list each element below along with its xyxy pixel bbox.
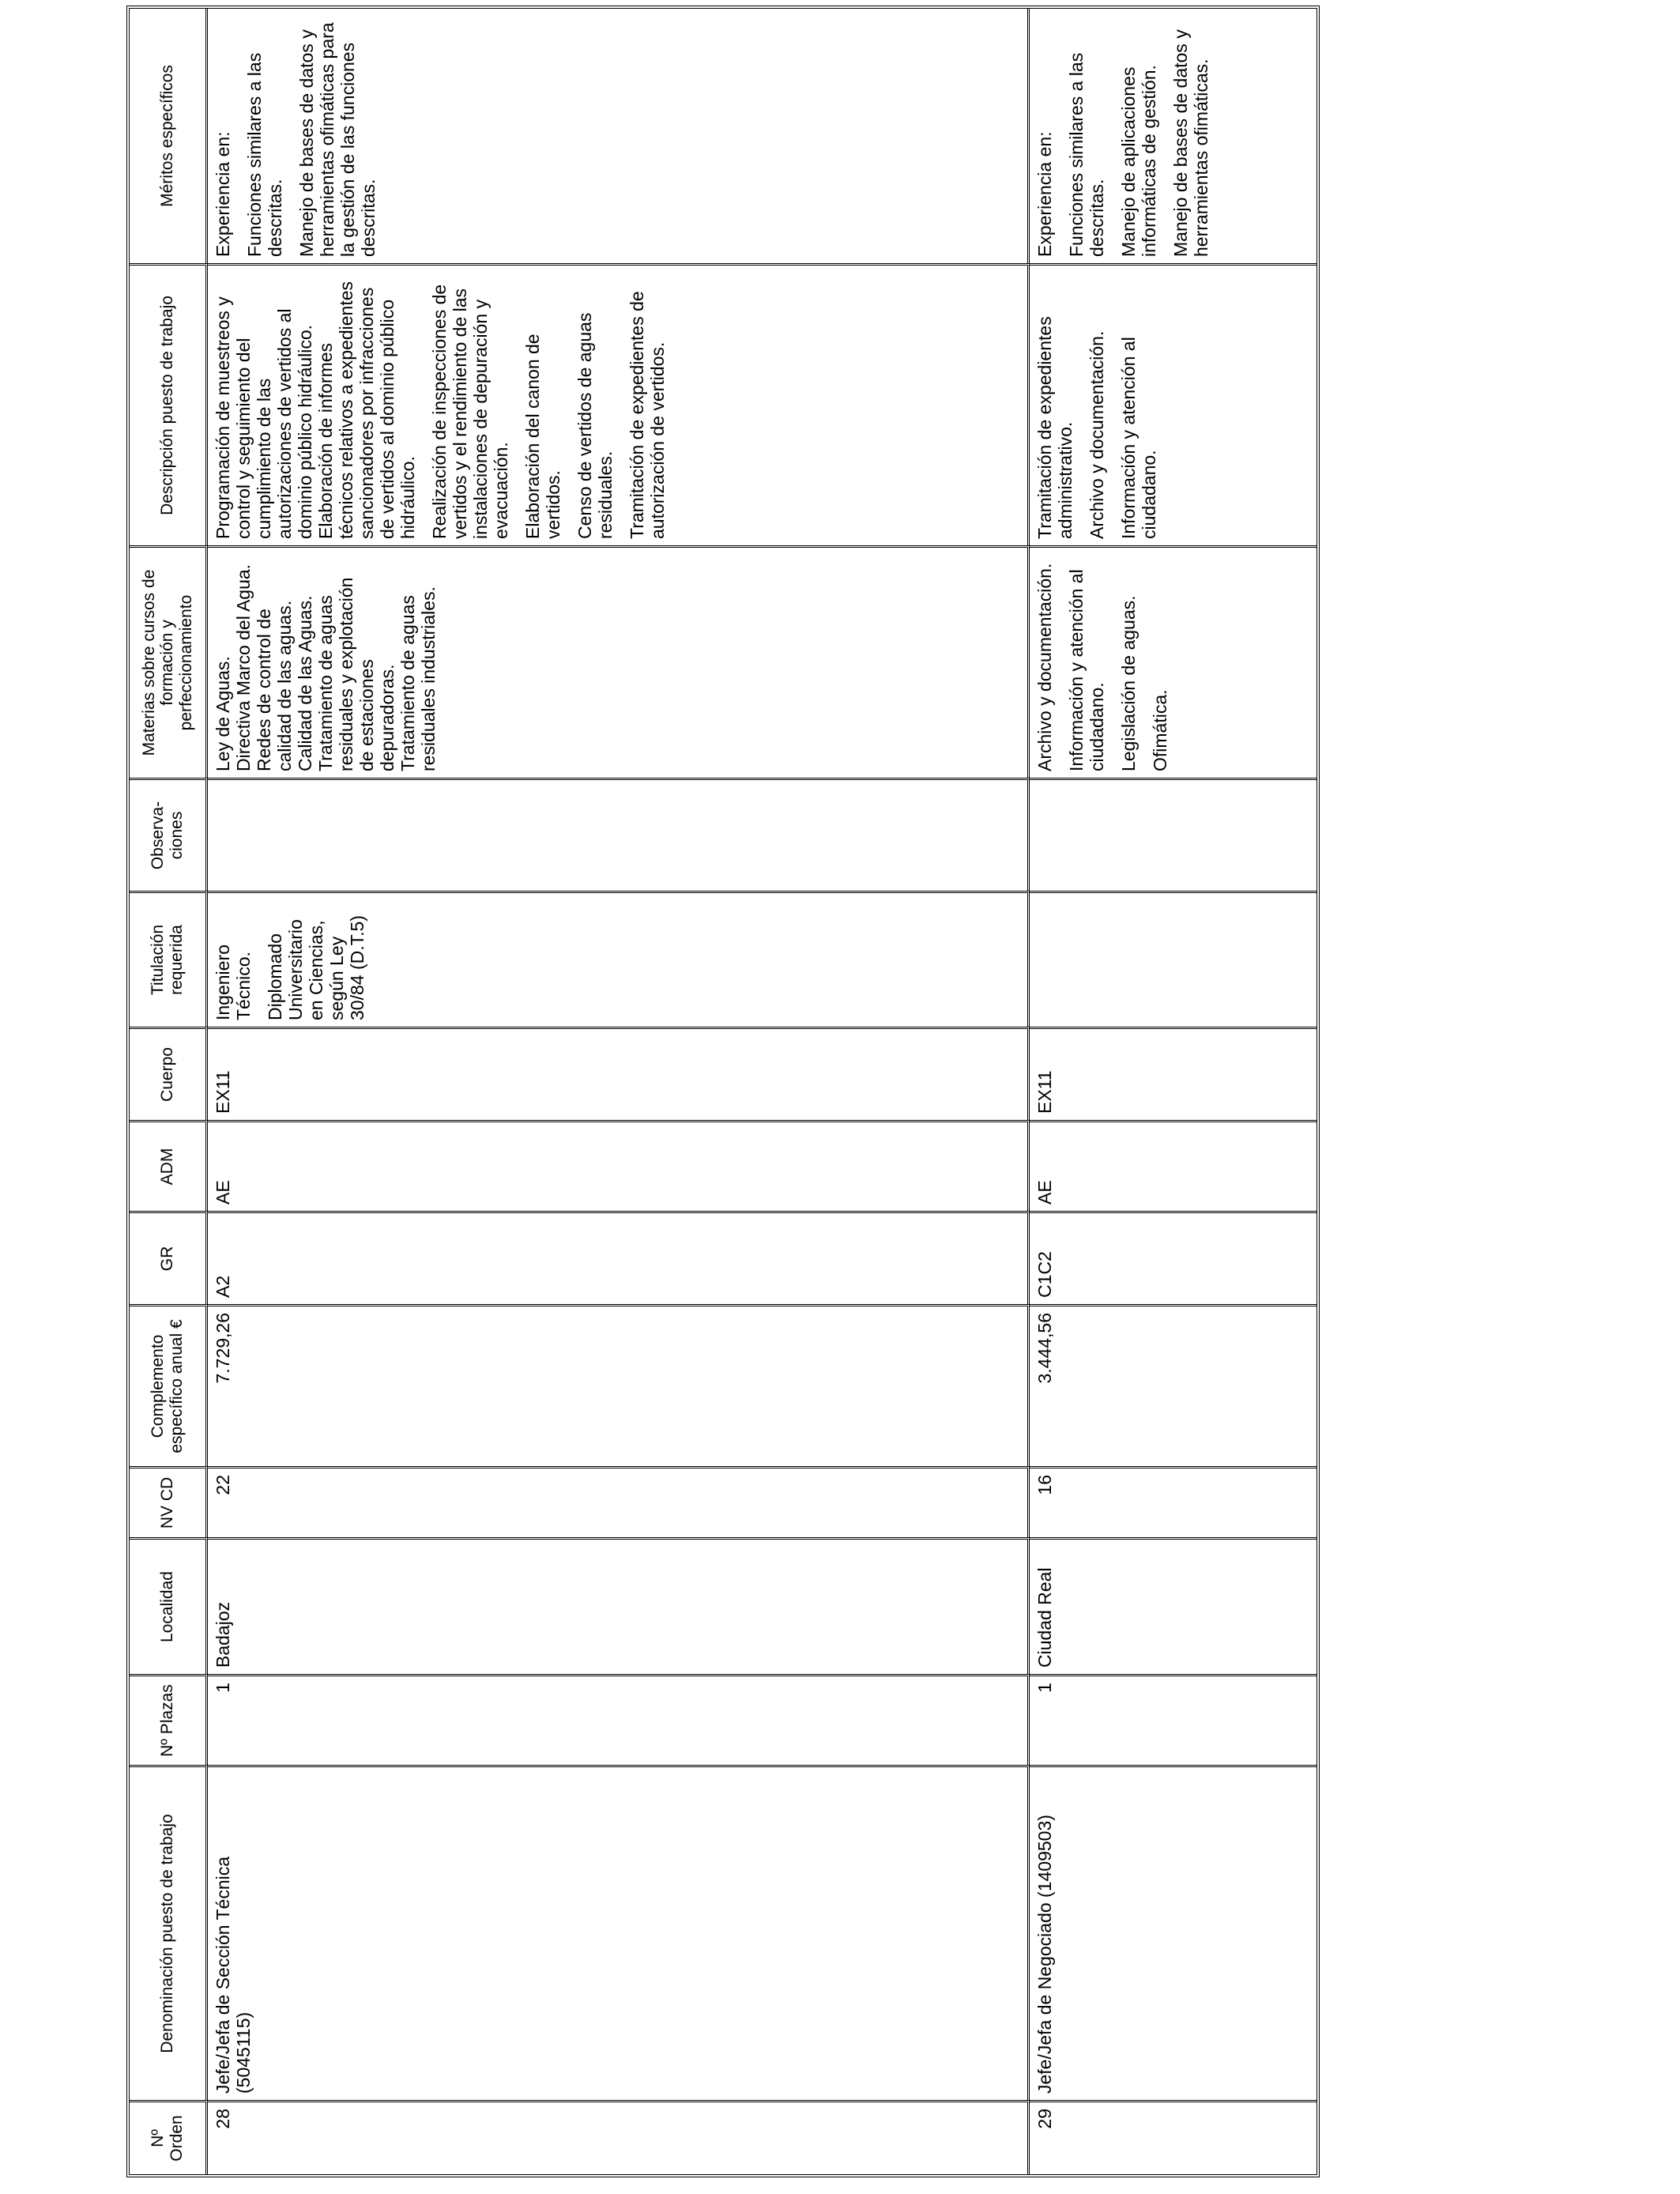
merito-item: Experiencia en: (213, 131, 233, 257)
header-descripcion: Descripción puesto de trabajo (130, 263, 208, 545)
materia-item: Información y atención al ciudadano. (1065, 569, 1107, 771)
merito-item: Manejo de bases de datos y herramientas ofimáticas para la gestión de las funciones descritas. (296, 22, 379, 257)
merito-item: Funciones similares a las descritas. (243, 52, 285, 257)
header-nivel: NV CD (130, 1466, 208, 1537)
merito-item: Funciones similares a las descritas. (1065, 52, 1107, 257)
cuerpo-cell: EX11 (1030, 1027, 1317, 1120)
materias-cell (1030, 545, 1317, 778)
grupo-cell: A2 (208, 1211, 1030, 1304)
header-localidad: Localidad (130, 1537, 208, 1674)
observaciones-cell (208, 778, 1030, 891)
merito-item: Manejo de aplicaciones informáticas de gestión. (1117, 65, 1159, 257)
header-row (130, 9, 208, 2174)
meritos-cell (1030, 9, 1317, 263)
localidad-cell: Badajoz (208, 1537, 1030, 1674)
descripcion-item: Tramitación de expedientes de autorización de vertidos. (626, 291, 668, 539)
denominacion-cell: Jefe/Jefa de Sección Técnica (5045115) (208, 1765, 1030, 2100)
descripcion-item: Tramitación de expedientes administrativo. (1034, 316, 1075, 539)
header-orden: Nº Orden (130, 2100, 208, 2174)
complemento-cell: 7.729,26 (208, 1304, 1030, 1466)
merito-item: Experiencia en: (1034, 131, 1055, 257)
materia-item: Ofimática. (1149, 689, 1170, 771)
table-row (1030, 9, 1317, 2174)
descripcion-cell (1030, 263, 1317, 545)
descripcion-item: Elaboración del canon de vertidos. (522, 334, 563, 539)
materias-cell (208, 545, 1030, 778)
descripcion-item: Censo de vertidos de aguas residuales. (574, 312, 616, 539)
materia-item: Legislación de aguas. (1117, 595, 1139, 771)
header-materias: Materias sobre cursos de formación y perfeccionamiento (130, 545, 208, 778)
adm-cell: AE (1030, 1120, 1317, 1211)
titulacion-cell (208, 891, 1030, 1027)
descripcion-item: Realización de inspecciones de vertidos y el rendimiento de las instalaciones de depuración y evacuación. (428, 284, 511, 539)
titulacion-cell (1030, 891, 1317, 1027)
plazas-cell: 1 (1030, 1674, 1317, 1765)
nivel-cell: 22 (208, 1466, 1030, 1537)
header-denominacion: Denominación puesto de trabajo (130, 1765, 208, 2100)
descripcion-item: Información y atención al ciudadano. (1117, 337, 1159, 539)
adm-cell: AE (208, 1120, 1030, 1211)
materia-item: Calidad de las Aguas. (294, 595, 315, 771)
materia-item: Tratamiento de aguas residuales y explotación de estaciones depuradoras. (315, 577, 397, 771)
orden-cell: 28 (208, 2100, 1030, 2174)
descripcion-cell (208, 263, 1030, 545)
descripcion-item: Elaboración de informes técnicos relativos a expedientes sancionadores por infracciones de vertidos al dominio público hidráulico. (315, 281, 418, 539)
materia-item: Redes de control de calidad de las aguas. (253, 600, 295, 771)
grupo-cell: C1C2 (1030, 1211, 1317, 1304)
header-adm: ADM (130, 1120, 208, 1211)
table-row (208, 9, 1030, 2174)
materia-item: Tratamiento de aguas residuales industriales. (397, 586, 439, 771)
materia-item: Directiva Marco del Agua. (232, 564, 254, 771)
localidad-cell: Ciudad Real (1030, 1537, 1317, 1674)
plazas-cell: 1 (208, 1674, 1030, 1765)
cuerpo-cell: EX11 (208, 1027, 1030, 1120)
rotated-page (126, 12, 1320, 2177)
orden-cell: 29 (1030, 2100, 1317, 2174)
header-plazas: Nº Plazas (130, 1674, 208, 1765)
complemento-cell: 3.444,56 (1030, 1304, 1317, 1466)
titulacion-item: Ingeniero Técnico. (213, 944, 254, 1020)
header-observaciones: Observa-ciones (130, 778, 208, 891)
descripcion-item: Programación de muestreos y control y seguimiento del cumplimiento de las autorizaciones de vertidos al dominio público hidráulico. (213, 296, 315, 539)
observaciones-cell (1030, 778, 1317, 891)
titulacion-item: Diplomado Universitario en Ciencias, según Ley 30/84 (D.T.5) (264, 915, 367, 1020)
descripcion-item: Archivo y documentación. (1086, 330, 1107, 539)
header-titulacion: Titulación requerida (130, 891, 208, 1027)
merito-item: Manejo de bases de datos y herramientas ofimáticas. (1170, 29, 1211, 257)
nivel-cell: 16 (1030, 1466, 1317, 1537)
header-complemento: Complemento específico anual € (130, 1304, 208, 1466)
meritos-cell (208, 9, 1030, 263)
positions-table (126, 6, 1320, 2177)
header-grupo: GR (130, 1211, 208, 1304)
denominacion-cell: Jefe/Jefa de Negociado (1409503) (1030, 1765, 1317, 2100)
header-cuerpo: Cuerpo (130, 1027, 208, 1120)
materia-item: Archivo y documentación. (1034, 563, 1055, 771)
header-meritos: Méritos específicos (130, 9, 208, 263)
materia-item: Ley de Aguas. (213, 656, 233, 771)
